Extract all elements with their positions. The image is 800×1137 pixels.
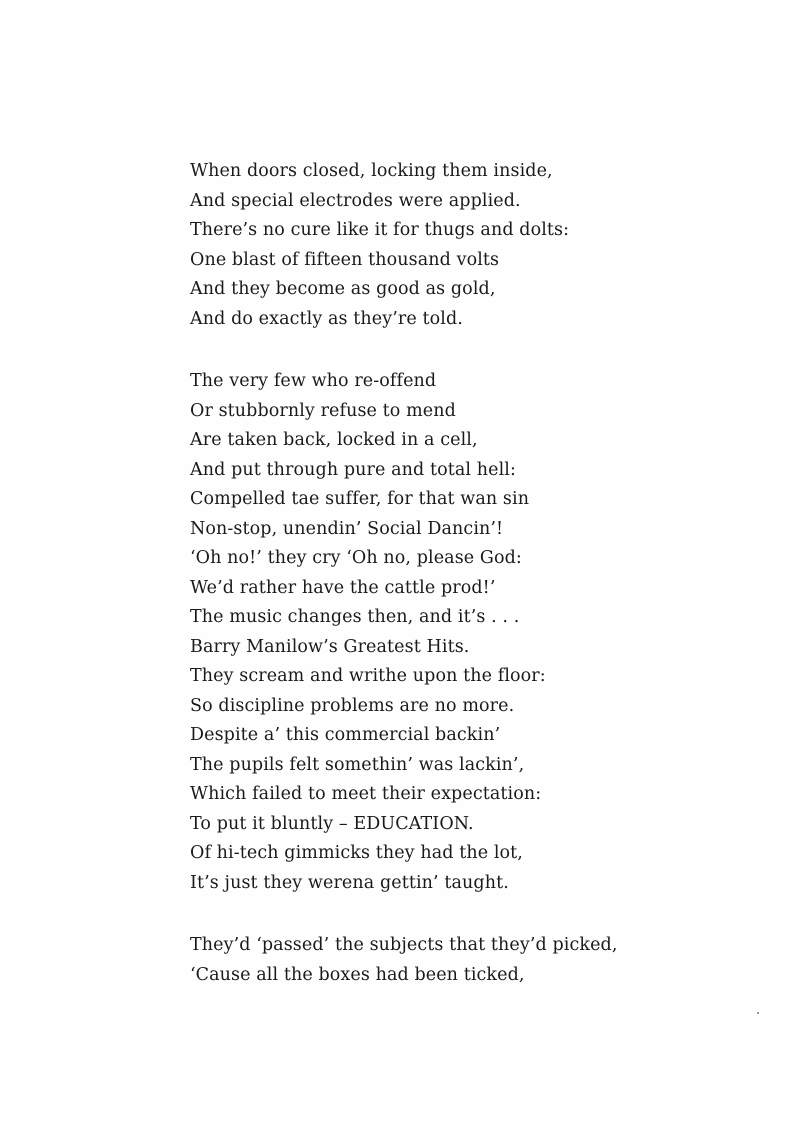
stanza-1 <box>190 157 750 334</box>
poem-line: Which failed to meet their expectation: <box>190 784 542 804</box>
poem-line: ‘Cause all the boxes had been ticked, <box>190 964 525 985</box>
poem-line: And they become as good as gold, <box>190 279 496 299</box>
poem-line: Are taken back, locked in a cell, <box>190 430 478 450</box>
poem-line: So discipline problems are no more. <box>190 695 515 716</box>
poem-line: Or stubbornly refuse to mend <box>190 400 456 421</box>
poem-line: The music changes then, and it’s . . . <box>190 607 520 627</box>
stanza-2 <box>190 367 750 898</box>
poem-line: One blast of fifteen thousand volts <box>190 249 500 270</box>
poem-body <box>190 157 750 1023</box>
poem-line: Non-stop, unendin’ Social Dancin’! <box>190 518 504 539</box>
poem-line: When doors closed, locking them inside, <box>190 161 553 181</box>
poem-line: They scream and writhe upon the floor: <box>190 666 546 686</box>
poem-line: Of hi-tech gimmicks they had the lot, <box>190 843 523 863</box>
poem-line: The very few who re-offend <box>190 371 437 391</box>
poem-line: And put through pure and total hell: <box>190 459 516 480</box>
poem-line: And special electrodes were applied. <box>190 190 521 211</box>
poem-line: To put it bluntly – EDUCATION. <box>190 813 474 834</box>
poem-line: We’d rather have the cattle prod!’ <box>190 577 496 598</box>
poem-line: Barry Manilow’s Greatest Hits. <box>190 636 470 657</box>
poem-line: Compelled tae suffer, for that wan sin <box>190 489 530 509</box>
stanza-3 <box>190 931 750 990</box>
scan-speck <box>757 1012 759 1014</box>
poem-line: They’d ‘passed’ the subjects that they’d picked, <box>190 935 618 955</box>
poem-line: And do exactly as they’re told. <box>190 308 463 329</box>
poem-line: ‘Oh no!’ they cry ‘Oh no, please God: <box>190 548 522 568</box>
poem-line: Despite a’ this commercial backin’ <box>190 725 501 745</box>
poem-line: It’s just they werena gettin’ taught. <box>190 872 509 893</box>
poem-line: The pupils felt somethin’ was lackin’, <box>190 754 525 775</box>
poem-line: There’s no cure like it for thugs and dolts: <box>190 220 570 240</box>
